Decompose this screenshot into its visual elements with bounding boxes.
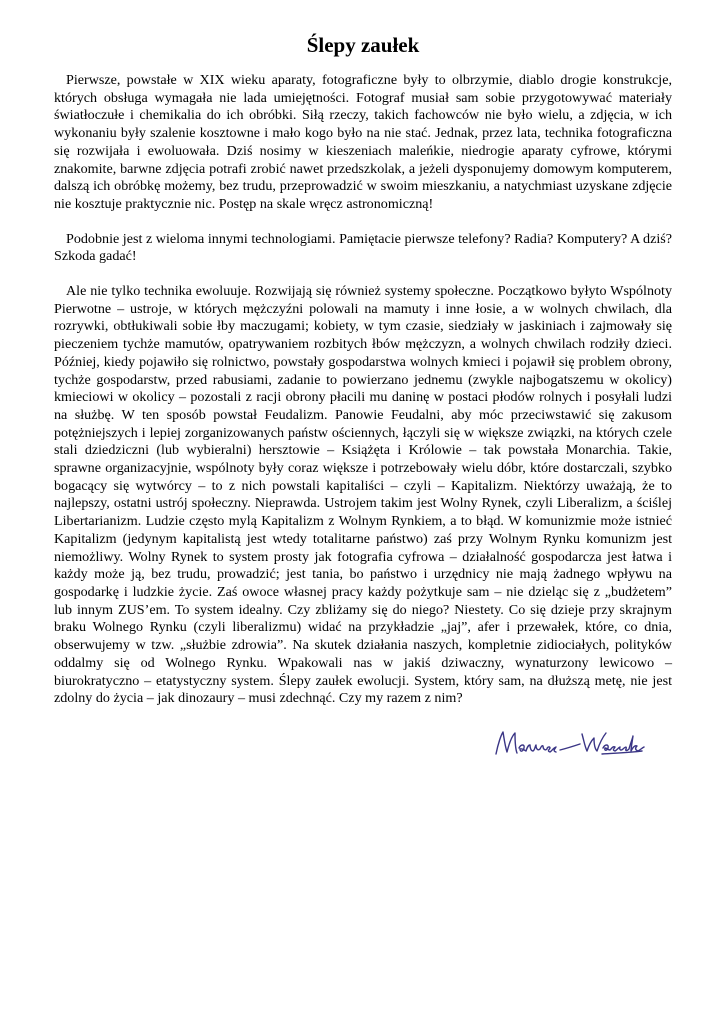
handwritten-signature <box>490 726 650 760</box>
document-page <box>54 32 672 725</box>
document-title: Ślepy zaułek <box>306 33 420 57</box>
paragraph-3: Ale nie tylko technika ewoluuje. Rozwijają się również systemy społeczne. Początkowo byłyto Wspólnoty Pierwotne – ustroje, w których mężczyźni polowali na mamuty i inne łosie, a w wolnych chwilach, dla rozrywki, obtłukiwali sobie łby maczugami; kobiety, w tym czasie, siedziały w jaskiniach i zajmowały się pieczeniem tychże mamutów, opatrywaniem rozbitych łbów mężczyzn, a wolnych chwilach rodziły dzieci. Później, kiedy pojawiło się rolnictwo, powstały gospodarstwa wolnych kmieci i pojawił się problem obrony, tychże gospodarstw, przed rabusiami, zadanie to powierzano jednemu (zwykle najbogatszemu w okolicy) kmieciowi w okolicy – pozostali z racji obrony płacili mu daninę w postaci płodów rolnych i posyłali ludzi na służbę. W ten sposób powstał Feudalizm. Panowie Feudalni, aby móc przeciwstawić się zakusom potężniejszych i lepiej zorganizowanych państw ościennych, łączyli się w większe związki, na których czele stali dziedziczni (lub wybieralni) hersztowie – Książęta i Królowie – tak powstała Monarchia. Takie, sprawne organizacyjnie, wspólnoty były coraz większe i potrzebowały wielu dóbr, które dostarczali, szybko bogacący się wytwórcy – to z nich powstali kapitaliści – czyli – Kapitalizm. Niektórzy uważają, że to najlepszy, ostatni ustrój społeczny. Nieprawda. Ustrojem takim jest Wolny Rynek, czyli Liberalizm, a ściślej Libertarianizm. Ludzie często mylą Kapitalizm z Wolnym Rynkiem, a to błąd. W komunizmie może istnieć Kapitalizm (jedynym kapitalistą jest wtedy totalitarne państwo) zaś przy Wolnym Rynku komunizm jest niemożliwy. Wolny Rynek to system prosty jak fotografia cyfrowa – działalność gospodarcza jest łatwa i każdy może ją, bez trudu, prowadzić; jest tania, bo państwo i urzędnicy nie mają żadnego wpływu na gospodarkę i ludzkie życie. Zaś owoce własnej pracy każdy pożytkuje sam – nie dzieląc się z „budżetem” lub innym ZUS’em. To system idealny. Czy zbliżamy się do niego? Niestety. Co się dzieje przy skrajnym braku Wolnego Rynku (czyli liberalizmu) widać na przykładzie „jaj”, afer i przewałek, które, co dnia, obserwujemy w tzw. „służbie zdrowia”. Na skutek działania naszych, kompletnie zidiociałych, polityków oddalmy się od Wolnego Rynku. Wpakowali nas w jakiś dziwaczny, wynaturzony lewicowo – biurokratyczno – etatystyczny system. Ślepy zaułek ewolucji. System, który sam, na dłuższą metę, nie jest zdolny do życia – jak dinozaury – musi zdechnąć. Czy my razem z nim? <box>54 283 672 707</box>
paragraph-2: Podobnie jest z wieloma innymi technologiami. Pamiętacie pierwsze telefony? Radia? Komputery? A dziś? Szkoda gadać! <box>54 230 672 265</box>
paragraph-1: Pierwsze, powstałe w XIX wieku aparaty, fotograficzne były to olbrzymie, diablo drogie konstrukcje, których obsługa wymagała nie lada umiejętności. Fotograf musiał sam sobie przygotowywać materiały światłoczułe i chemikalia do ich obróbki. Siłą rzeczy, takich fachowców nie było wielu, a zdjęcia, w ich wykonaniu były szalenie kosztowne i mało kogo było na nie stać. Jednak, przez lata, technika fotograficzna się rozwijała i ewoluowała. Dziś nosimy w kieszeniach maleńkie, niedrogie aparaty cyfrowe, którymi znakomite, barwne zdjęcia potrafi zrobić nawet przedszkolak, a jeżeli dysponujemy domowym komputerem, dalszą ich obróbkę możemy, bez trudu, przeprowadzić w swoim mieszkaniu, a natychmiast uzyskane zdjęcie nie kosztuje praktycznie nic. Postęp na skale wręcz astronomiczną! <box>54 72 672 212</box>
